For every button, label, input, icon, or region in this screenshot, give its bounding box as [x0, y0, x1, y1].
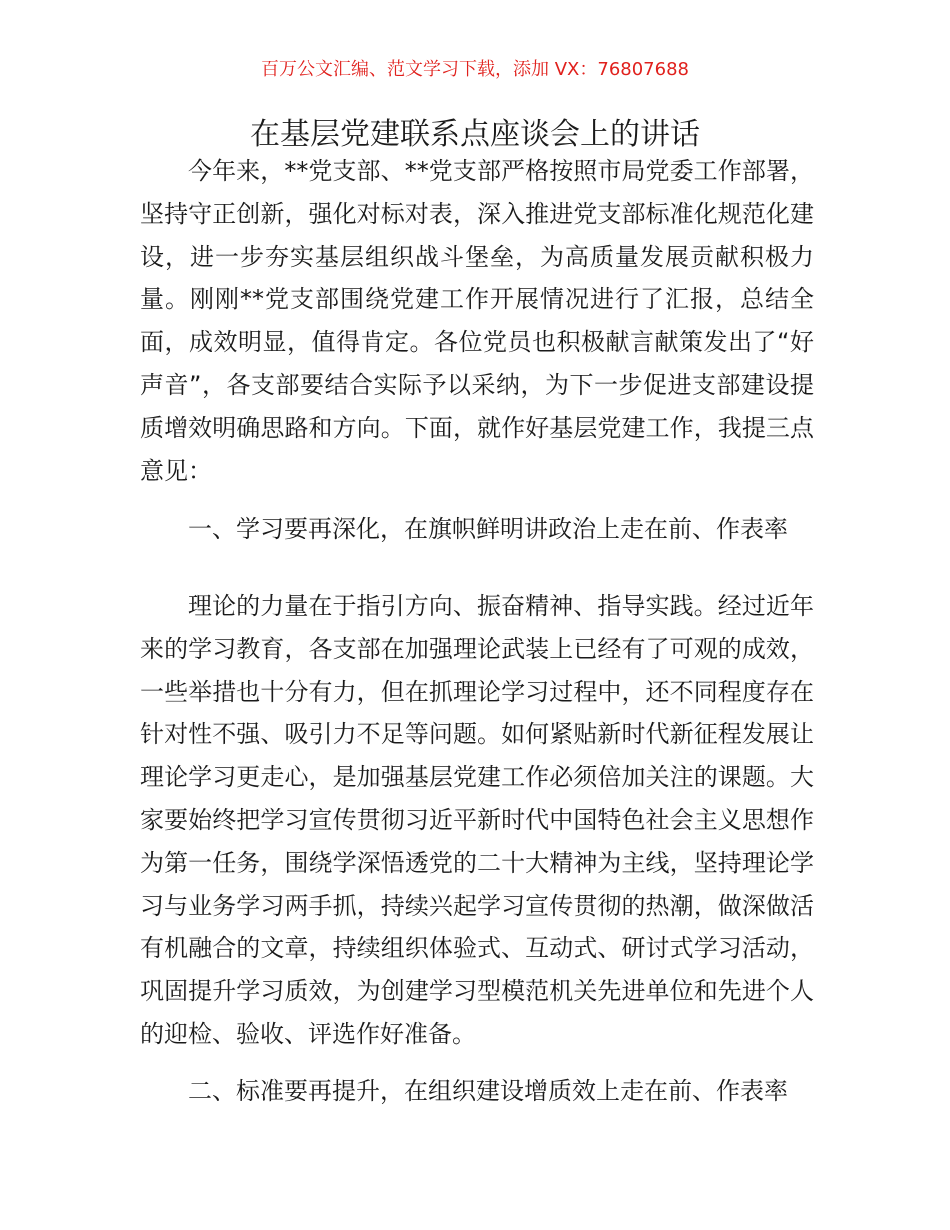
body-paragraph: 理论的力量在于指引方向、振奋精神、指导实践。经过近年来的学习教育，各支部在加强理论武装上已经有了可观的成效，一些举措也十分有力，但在抓理论学习过程中，还不同程度存在针对性不强、吸引力不足等问题。如何紧贴新时代新征程发展让理论学习更走心，是加强基层党建工作必须倍加关注的课题。大家要始终把学习宣传贯彻习近平新时代中国特色社会主义思想作为第一任务，围绕学深悟透党的二十大精神为主线，坚持理论学习与业务学习两手抓，持续兴起学习宣传贯彻的热潮，做深做活有机融合的文章，持续组织体验式、互动式、研讨式学习活动，巩固提升学习质效，为创建学习型模范机关先进单位和先进个人的迎检、验收、评选作好准备。	[140, 592, 814, 1048]
body-paragraph: 今年来，**党支部、**党支部严格按照市局党委工作部署，坚持守正创新，强化对标对表，深入推进党支部标准化规范化建设，进一步夯实基层组织战斗堡垒，为高质量发展贡献积极力量。刚刚**党支部围绕党建工作开展情况进行了汇报，总结全面，成效明显，值得肯定。各位党员也积极献言献策发出了“好声音”，各支部要结合实际予以采纳，为下一步促进支部建设提质增效明确思路和方向。下面，就作好基层党建工作，我提三点意见：	[140, 157, 814, 485]
document-title: 在基层党建联系点座谈会上的讲话	[250, 117, 700, 152]
header-banner: 百万公文汇编、范文学习下载，添加 VX：76807688	[261, 59, 689, 80]
section-heading: 二、标准要再提升，在组织建设增质效上走在前、作表率	[188, 1077, 788, 1105]
section-heading: 一、学习要再深化，在旗帜鲜明讲政治上走在前、作表率	[188, 515, 788, 543]
